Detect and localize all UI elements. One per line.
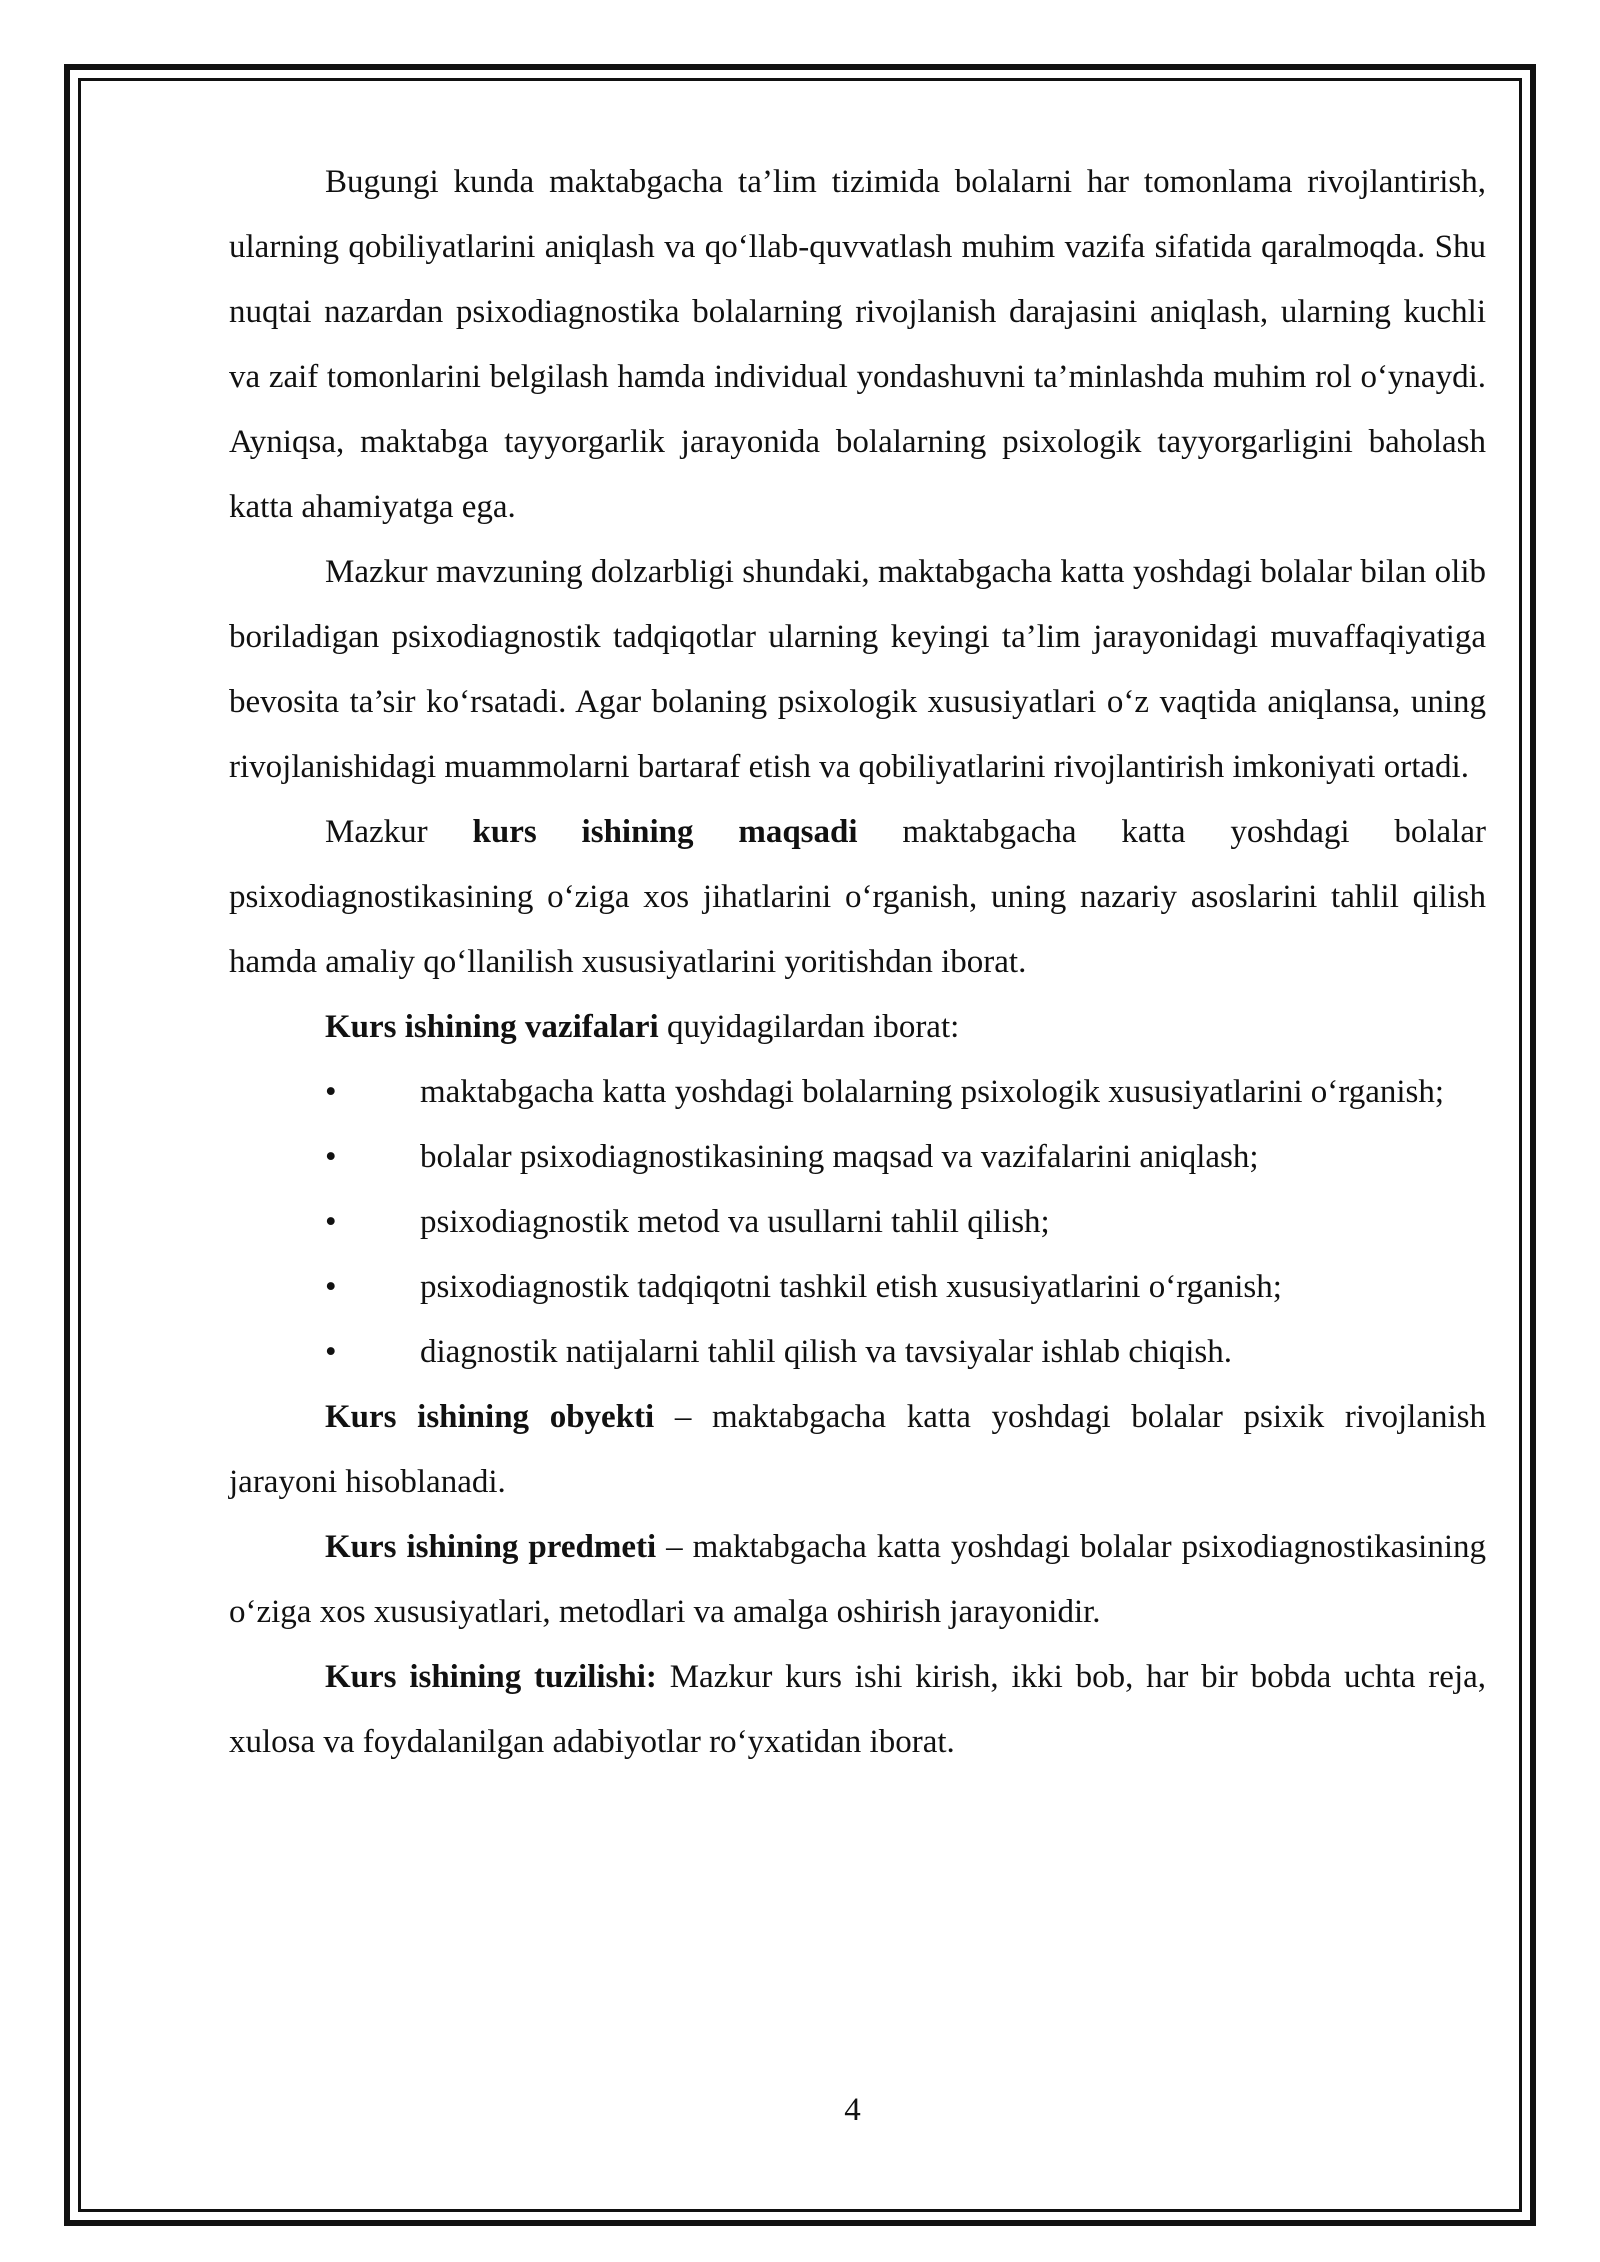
structure-bold-term: Kurs ishining tuzilishi: [325,1659,657,1695]
list-item [229,1255,1486,1320]
object-rest-text: – maktabgacha katta yoshdagi bolalar psixik rivojlanish jarayoni hisoblanadi. [229,1399,1487,1500]
object-bold-term: Kurs ishining obyekti [325,1399,655,1435]
goal-bold-term: kurs ishining maqsadi [472,814,858,850]
paragraph-intro: Bugungi kunda maktabgacha ta’lim tizimida bolalarni har tomonlama rivojlantirish, ularning qobiliyatlarini aniqlash va qo‘llab-quvvatlash muhim vazifa sifatida qaralmoqda. Shu nuqtai nazardan psixodiagnostika bolalarning rivojlanish darajasini aniqlash, ularning kuchli va zaif tomonlarini belgilash hamda individual yondashuvni ta’minlashda muhim rol o‘ynaydi. Ayniqsa, maktabga tayyorgarlik jarayonida bolalarning psixologik tayyorgarligini baholash katta ahamiyatga ega. [229,164,1486,525]
paragraph-structure [229,1645,1486,1775]
subject-bold-term: Kurs ishining predmeti [325,1529,657,1565]
list-item [229,1190,1486,1255]
document-body [229,150,1486,1775]
paragraph-object [229,1385,1486,1515]
paragraph-relevance: Mazkur mavzuning dolzarbligi shundaki, maktabgacha katta yoshdagi bolalar bilan olib boriladigan psixodiagnostik tadqiqotlar ularning keyingi ta’lim jarayonidagi muvaffaqiyatiga bevosita ta’sir ko‘rsatadi. Agar bolaning psixologik xususiyatlari o‘z vaqtida aniqlansa, uning rivojlanishidagi muammolarni bartaraf etish va qobiliyatlarini rivojlantirish imkoniyati ortadi. [229,554,1486,785]
list-item-text: bolalar psixodiagnostikasining maqsad va vazifalarini aniqlash; [420,1139,1259,1175]
list-item-text: psixodiagnostik metod va usullarni tahlil qilish; [420,1204,1050,1240]
structure-rest-text: Mazkur kurs ishi kirish, ikki bob, har bir bobda uchta reja, xulosa va foydalanilgan adabiyotlar ro‘yxatidan iborat. [229,1659,1487,1760]
list-item [229,1060,1486,1125]
bullet-icon: • [325,1139,337,1175]
bullet-icon: • [325,1074,337,1110]
page-number: 4 [844,2092,861,2128]
tasks-bullet-list [229,1060,1486,1385]
goal-lead-text: Mazkur [325,814,473,850]
paragraph-subject [229,1515,1486,1645]
bullet-icon: • [325,1334,337,1370]
list-item [229,1125,1486,1190]
paragraph-goal [229,800,1486,995]
paragraph-tasks-intro [229,995,1486,1060]
bullet-icon: • [325,1204,337,1240]
subject-rest-text: – maktabgacha katta yoshdagi bolalar psixodiagnostikasining o‘ziga xos xususiyatlari, metodlari va amalga oshirish jarayonidir. [229,1529,1486,1630]
list-item [229,1320,1486,1385]
tasks-rest-text: quyidagilardan iborat: [658,1009,960,1045]
goal-rest-text: maktabgacha katta yoshdagi bolalar psixodiagnostikasining o‘ziga xos jihatlarini o‘rganish, uning nazariy asoslarini tahlil qilish hamda amaliy qo‘llanilish xususiyatlarini yoritishdan iborat. [229,814,1486,980]
tasks-bold-term: Kurs ishining vazifalari [325,1009,659,1045]
bullet-icon: • [325,1269,337,1305]
list-item-text: maktabgacha katta yoshdagi bolalarning psixologik xususiyatlarini o‘rganish; [420,1074,1445,1110]
list-item-text: psixodiagnostik tadqiqotni tashkil etish xususiyatlarini o‘rganish; [420,1269,1282,1305]
list-item-text: diagnostik natijalarni tahlil qilish va tavsiyalar ishlab chiqish. [420,1334,1233,1370]
